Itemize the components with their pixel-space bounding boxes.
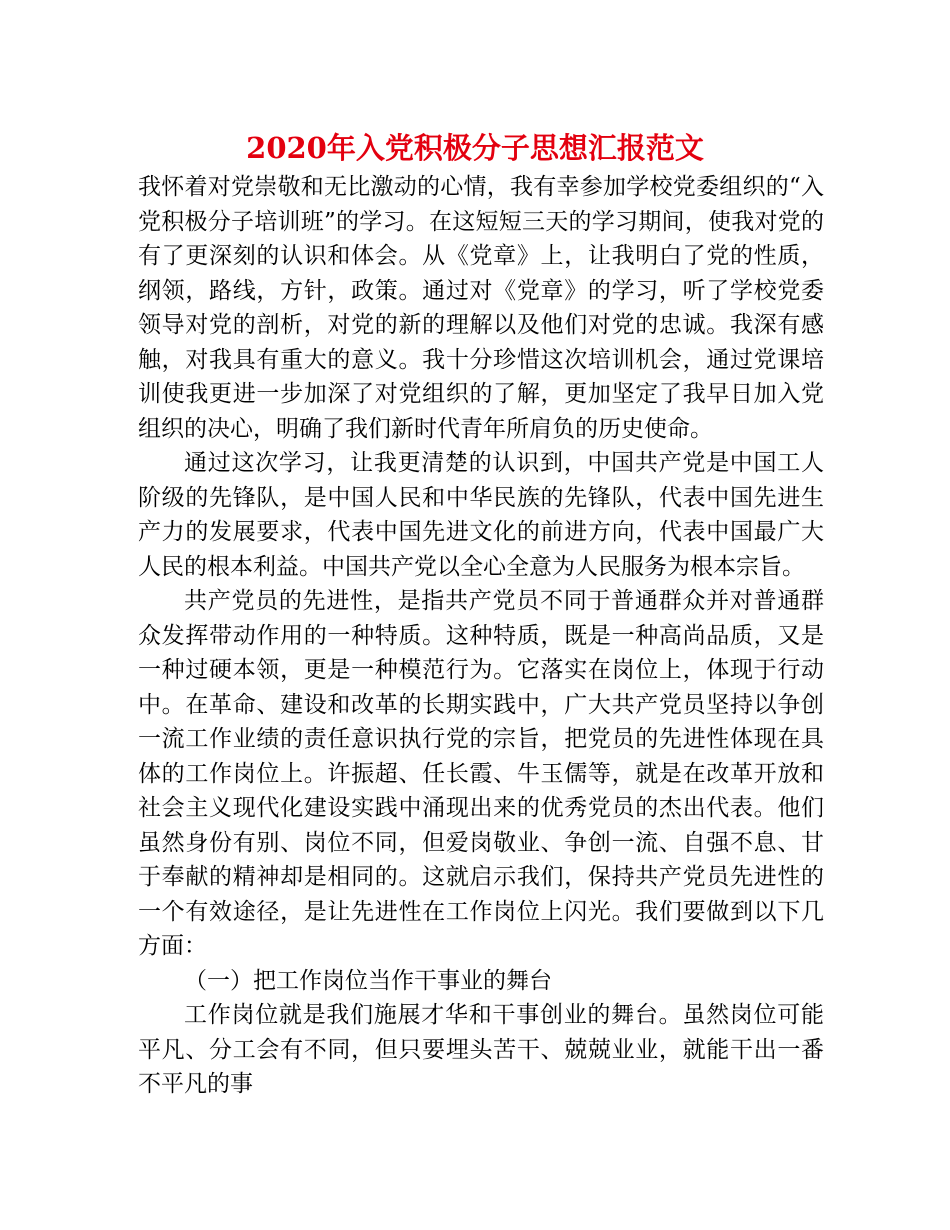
paragraph-work-stage: 工作岗位就是我们施展才华和干事创业的舞台。虽然岗位可能平凡、分工会有不同，但只要埋头苦干、兢兢业业，就能干出一番不平凡的事	[138, 1002, 824, 1097]
paragraph-intro: 我怀着对党崇敬和无比激动的心情，我有幸参加学校党委组织的“入党积极分子培训班”的学习。在这短短三天的学习期间，使我对党的有了更深刻的认识和体会。从《党章》上，让我明白了党的性质，纲领，路线，方针，政策。通过对《党章》的学习，听了学校党委领导对党的剖析，对党的新的理解以及他们对党的忠诚。我深有感触，对我具有重大的意义。我十分珍惜这次培训机会，通过党课培训使我更进一步加深了对党组织的了解，更加坚定了我早日加入党组织的决心，明确了我们新时代青年所肩负的历史使命。	[138, 174, 824, 442]
section-heading-1: （一）把工作岗位当作干事业的舞台	[184, 967, 552, 994]
paragraph-advanced-nature: 共产党员的先进性，是指共产党员不同于普通群众并对普通群众发挥带动作用的一种特质。这种特质，既是一种高尚品质，又是一种过硬本领，更是一种模范行为。它落实在岗位上，体现于行动中。在革命、建设和改革的长期实践中，广大共产党员坚持以争创一流工作业绩的责任意识执行党的宗旨，把党员的先进性体现在具体的工作岗位上。许振超、任长霞、牛玉儒等，就是在改革开放和社会主义现代化建设实践中涌现出来的优秀党员的杰出代表。他们虽然身份有别、岗位不同，但爱岗敬业、争创一流、自强不息、甘于奉献的精神却是相同的。这就启示我们，保持共产党员先进性的一个有效途径，是让先进性在工作岗位上闪光。我们要做到以下几方面：	[138, 588, 824, 959]
document-title: 2020年入党积极分子思想汇报范文	[246, 131, 704, 165]
document-body	[138, 170, 824, 1102]
paragraph-party-nature: 通过这次学习，让我更清楚的认识到，中国共产党是中国工人阶级的先锋队，是中国人民和中华民族的先锋队，代表中国先进生产力的发展要求，代表中国先进文化的前进方向，代表中国最广大人民的根本利益。中国共产党以全心全意为人民服务为根本宗旨。	[138, 450, 824, 580]
